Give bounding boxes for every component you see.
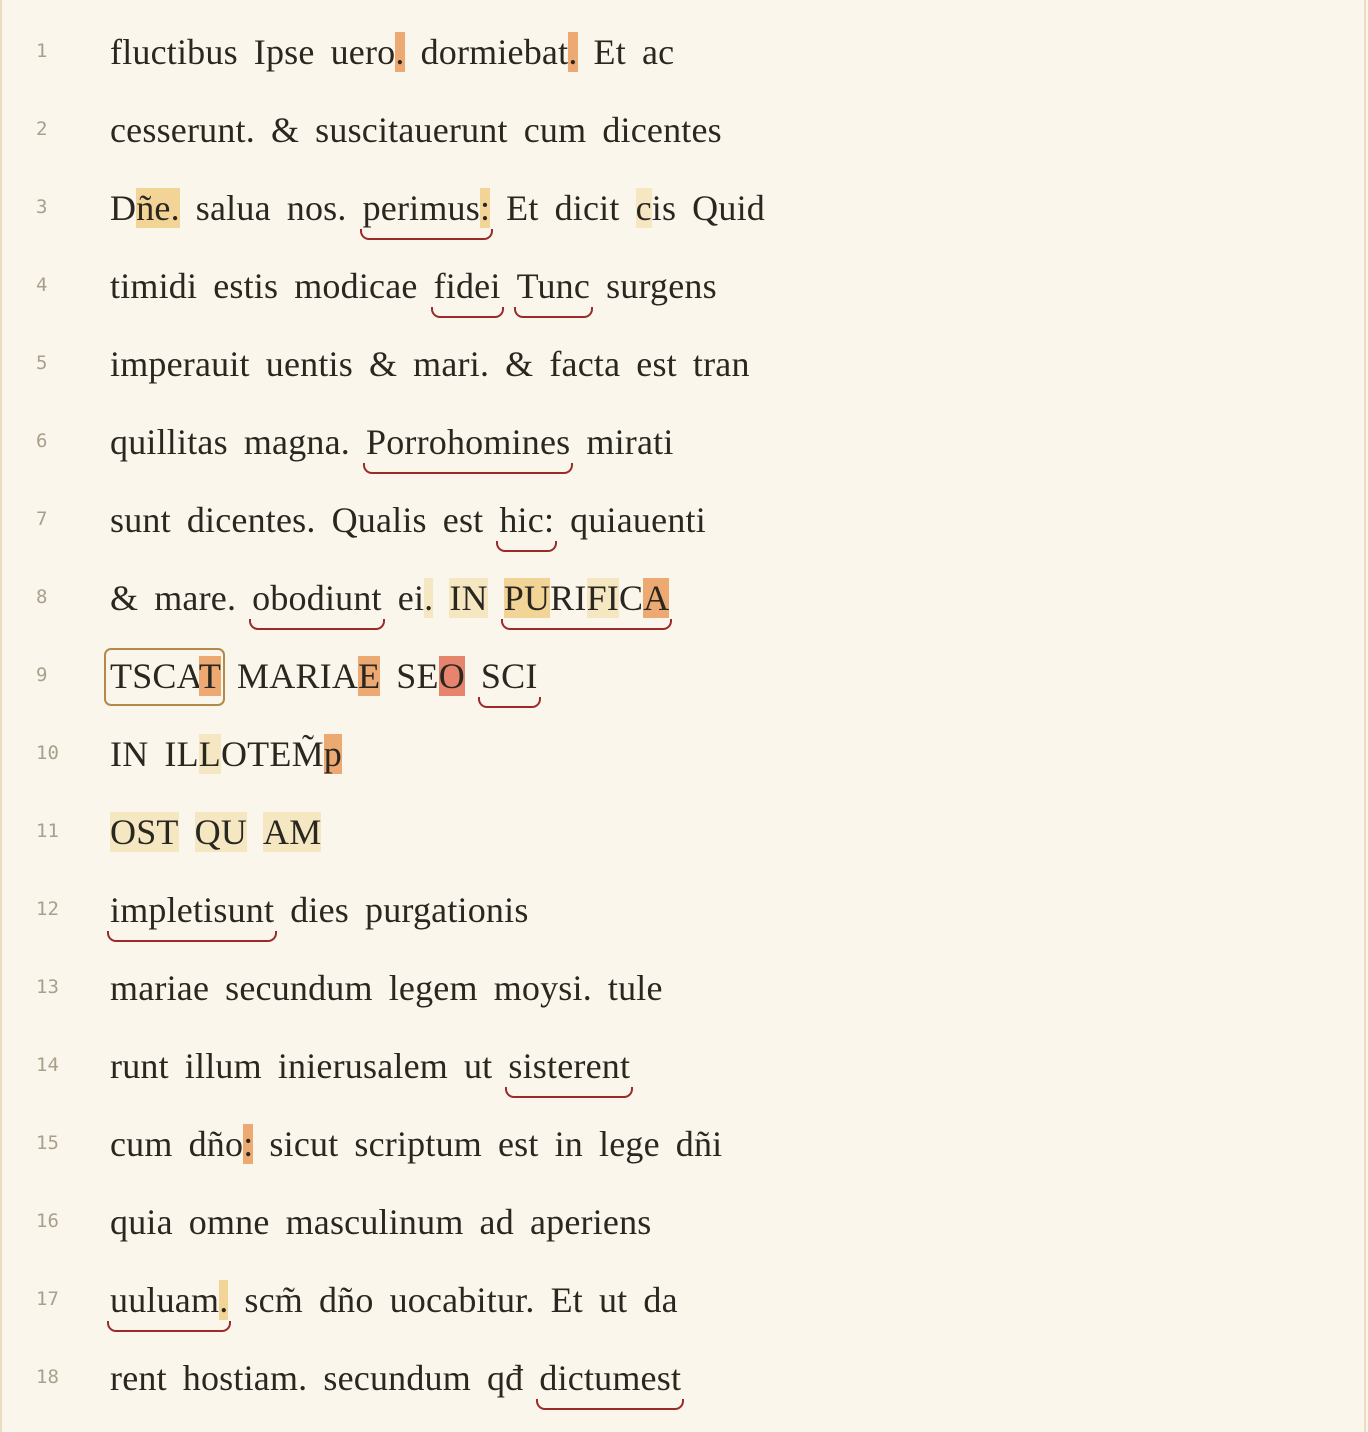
word-part: ut (463, 1046, 493, 1086)
word[interactable] (606, 262, 717, 310)
word[interactable] (636, 184, 677, 232)
word[interactable] (487, 1354, 523, 1402)
highlighted-glyph: IN (449, 578, 488, 618)
line-text (110, 1198, 651, 1246)
word[interactable] (586, 418, 673, 466)
word[interactable] (110, 730, 148, 778)
word-part: mari. (413, 344, 490, 384)
word[interactable] (505, 340, 533, 388)
word-part: & (368, 344, 398, 384)
word-part: quia (110, 1202, 173, 1242)
word-part: tule (607, 968, 663, 1008)
word[interactable] (498, 1120, 539, 1168)
word-part: hic: (499, 500, 555, 540)
highlighted-glyph: E (358, 656, 381, 696)
word[interactable] (365, 886, 529, 934)
word[interactable] (287, 184, 347, 232)
word-part: magna. (243, 422, 350, 462)
word[interactable] (323, 1354, 471, 1402)
word-part: dñi (675, 1124, 723, 1164)
word-part: & (270, 110, 300, 150)
word-part: qđ (486, 1358, 524, 1398)
word[interactable] (189, 1198, 270, 1246)
word[interactable] (294, 262, 417, 310)
word[interactable] (354, 1120, 482, 1168)
word[interactable] (110, 28, 238, 76)
word-part: dies (290, 890, 349, 930)
word-part: da (643, 1280, 678, 1320)
line-number: 12 (36, 898, 59, 920)
highlighted-glyph: L (198, 734, 221, 774)
word[interactable] (413, 340, 489, 388)
word-part: sunt (110, 500, 171, 540)
word-part: SE (396, 656, 439, 696)
word[interactable] (110, 340, 250, 388)
word[interactable] (110, 964, 209, 1012)
word[interactable] (555, 184, 620, 232)
word[interactable] (110, 262, 197, 310)
word-part: timidi (110, 266, 198, 306)
line-number: 18 (36, 1366, 59, 1388)
word-part: sicut (269, 1124, 339, 1164)
word-part: suscitauerunt (315, 110, 508, 150)
word[interactable] (263, 808, 321, 856)
line-text (110, 964, 663, 1012)
word[interactable] (551, 1276, 583, 1324)
word[interactable] (608, 964, 663, 1012)
line-text (110, 730, 342, 778)
word-part: est (442, 500, 484, 540)
line-text (110, 106, 722, 154)
word-part: moysi. (493, 968, 592, 1008)
word-part: salua (195, 188, 271, 228)
transcript-line (0, 480, 1368, 558)
word-part: surgens (606, 266, 717, 306)
word[interactable] (390, 1276, 535, 1324)
line-text (110, 262, 717, 310)
line-text (110, 574, 669, 622)
word[interactable] (570, 496, 706, 544)
transcript-line (0, 948, 1368, 1026)
word[interactable] (319, 1276, 374, 1324)
word[interactable] (183, 1354, 308, 1402)
word-part: RI (550, 578, 587, 618)
line-number: 2 (36, 118, 48, 140)
word[interactable] (271, 106, 299, 154)
word[interactable] (443, 496, 484, 544)
underlined-word[interactable] (363, 184, 491, 232)
line-number: 16 (36, 1210, 59, 1232)
word-part: uentis (265, 344, 353, 384)
transcript-line (0, 246, 1368, 324)
word[interactable] (331, 28, 405, 76)
highlighted-glyph: O (438, 656, 465, 696)
word-part: cesserunt. (110, 110, 255, 150)
line-number: 10 (36, 742, 59, 764)
line-number: 3 (36, 196, 48, 218)
underlined-word[interactable] (504, 574, 670, 622)
word[interactable] (237, 652, 380, 700)
word-part: nos. (286, 188, 347, 228)
underlined-word[interactable] (110, 1276, 228, 1324)
line-number: 11 (36, 820, 59, 842)
word-part: illum (184, 1046, 262, 1086)
word-part: IL (164, 734, 199, 774)
word[interactable] (332, 496, 427, 544)
word[interactable] (643, 1276, 677, 1324)
word[interactable] (187, 496, 316, 544)
transcript-line (0, 558, 1368, 636)
word-part: dño (318, 1280, 374, 1320)
word-part: perimus (362, 188, 480, 228)
word-part: secundum (323, 1358, 471, 1398)
word[interactable] (594, 28, 626, 76)
word[interactable] (110, 1120, 173, 1168)
word[interactable] (154, 574, 236, 622)
word-part: quiauenti (570, 500, 706, 540)
word-part: uero (330, 32, 396, 72)
transcript-line (0, 1338, 1368, 1416)
word[interactable] (599, 1120, 660, 1168)
word-part: facta (549, 344, 621, 384)
line-number: 6 (36, 430, 48, 452)
word[interactable] (110, 1198, 173, 1246)
line-text (110, 1276, 678, 1324)
word-part: rent (110, 1358, 167, 1398)
word[interactable] (506, 184, 538, 232)
word-part: mare. (154, 578, 237, 618)
transcript-line (0, 1260, 1368, 1338)
word[interactable] (464, 1042, 492, 1090)
word[interactable] (602, 106, 722, 154)
line-text (110, 1120, 722, 1168)
word-part: impletisunt (110, 890, 275, 930)
word-part: dormiebat (420, 32, 569, 72)
word[interactable] (110, 106, 255, 154)
highlighted-glyph: . (568, 32, 578, 72)
selected-word[interactable] (110, 652, 221, 700)
word-part: dicit (554, 188, 620, 228)
highlighted-glyph: OST (110, 812, 179, 852)
word-part: Ipse (253, 32, 315, 72)
word[interactable] (196, 184, 271, 232)
highlighted-glyph: . (219, 1280, 229, 1320)
line-text (110, 184, 765, 232)
line-number: 9 (36, 664, 48, 686)
word[interactable] (494, 964, 592, 1012)
word-part: & (505, 344, 534, 384)
word-part: Tunc (516, 266, 591, 306)
transcript-line (0, 1182, 1368, 1260)
word-part: est (498, 1124, 539, 1164)
word-part: ei (397, 578, 425, 618)
word[interactable] (315, 106, 508, 154)
word[interactable] (599, 1276, 627, 1324)
word[interactable] (278, 1042, 448, 1090)
word[interactable] (524, 106, 587, 154)
word-part: dictumest (539, 1358, 682, 1398)
word-part: secundum (225, 968, 373, 1008)
highlighted-glyph: A (643, 578, 670, 618)
line-text (110, 418, 674, 466)
word-part: dño (188, 1124, 244, 1164)
highlighted-glyph: PU (503, 578, 551, 618)
underlined-word[interactable] (366, 418, 570, 466)
word[interactable] (636, 340, 677, 388)
word[interactable] (389, 964, 478, 1012)
word[interactable] (449, 574, 487, 622)
word-part: hostiam. (182, 1358, 308, 1398)
transcript-line (0, 870, 1368, 948)
word-part: uuluam (110, 1280, 220, 1320)
word[interactable] (244, 418, 350, 466)
word[interactable] (110, 1042, 169, 1090)
word[interactable] (369, 340, 397, 388)
word[interactable] (396, 652, 465, 700)
word-part: scriptum (354, 1124, 482, 1164)
transcript-line (0, 324, 1368, 402)
word-part: Qualis (331, 500, 427, 540)
transcript-line (0, 12, 1368, 90)
word[interactable] (676, 1120, 723, 1168)
word[interactable] (213, 262, 278, 310)
word-part: is (651, 188, 677, 228)
highlighted-glyph: . (424, 578, 434, 618)
highlighted-glyph: : (243, 1124, 254, 1164)
word-part: Et (593, 32, 626, 72)
word[interactable] (286, 1198, 464, 1246)
word-part: aperiens (529, 1202, 652, 1242)
word[interactable] (693, 340, 750, 388)
word-part: legem (388, 968, 478, 1008)
underlined-word[interactable] (539, 1354, 681, 1402)
line-text (110, 652, 538, 700)
underlined-word[interactable] (252, 574, 382, 622)
highlighted-glyph: e (154, 188, 171, 228)
highlighted-glyph: : (479, 188, 491, 228)
word-part: omne (188, 1202, 270, 1242)
word-part: & (110, 578, 139, 618)
highlighted-glyph: . (395, 32, 405, 72)
underlined-word[interactable] (110, 886, 274, 934)
word[interactable] (421, 28, 578, 76)
word[interactable] (110, 574, 138, 622)
word-part: quillitas (110, 422, 228, 462)
highlighted-glyph: QU (194, 812, 248, 852)
word[interactable] (692, 184, 765, 232)
word[interactable] (110, 184, 180, 232)
word[interactable] (642, 28, 674, 76)
transcript-line (0, 168, 1368, 246)
word-part: Et (550, 1280, 583, 1320)
word[interactable] (195, 808, 247, 856)
word-part: obodiunt (252, 578, 382, 618)
line-number: 13 (36, 976, 59, 998)
word[interactable] (225, 964, 373, 1012)
line-text (110, 28, 674, 76)
transcript-line (0, 90, 1368, 168)
line-text (110, 1042, 630, 1090)
word-part: Porrohomines (365, 422, 571, 462)
word-part: est (636, 344, 677, 384)
underlined-word[interactable] (517, 262, 591, 310)
word[interactable] (290, 886, 349, 934)
transcript-line (0, 792, 1368, 870)
highlighted-glyph: . (170, 188, 180, 228)
word-part: fidei (433, 266, 501, 306)
word-part: uocabitur. (389, 1280, 535, 1320)
word-part: modicae (294, 266, 418, 306)
line-number: 15 (36, 1132, 59, 1154)
word-part: imperauit (110, 344, 250, 384)
word-part: dicentes. (186, 500, 316, 540)
highlighted-glyph: T (198, 656, 222, 696)
word-part: purgationis (365, 890, 529, 930)
word-part: masculinum (285, 1202, 464, 1242)
word-part: Et (506, 188, 539, 228)
word-part: D (110, 188, 137, 228)
line-number: 5 (36, 352, 48, 374)
word-part: cum (110, 1124, 173, 1164)
word-part: sisterent (508, 1046, 631, 1086)
highlighted-glyph: c (635, 188, 652, 228)
line-text (110, 886, 529, 934)
transcription-panel (0, 12, 1368, 1416)
line-number: 8 (36, 586, 48, 608)
underlined-word[interactable] (499, 496, 554, 544)
line-number: 1 (36, 40, 48, 62)
word[interactable] (530, 1198, 652, 1246)
word-part: inierusalem (277, 1046, 448, 1086)
word-part: mariae (110, 968, 210, 1008)
word-part: SCI (480, 656, 538, 696)
word-part: ad (479, 1202, 514, 1242)
word[interactable] (189, 1120, 254, 1168)
word-part: scm̃ (244, 1280, 303, 1320)
highlighted-glyph: ñ (136, 188, 155, 228)
word[interactable] (110, 808, 179, 856)
highlighted-glyph: FI (586, 578, 619, 618)
highlighted-glyph: p (323, 734, 342, 774)
word-part: Quid (692, 188, 765, 228)
word[interactable] (185, 1042, 262, 1090)
line-text (110, 808, 321, 856)
underlined-word[interactable] (434, 262, 501, 310)
underlined-word[interactable] (481, 652, 538, 700)
word-part: OTEM̃ (220, 734, 324, 774)
underlined-word[interactable] (508, 1042, 630, 1090)
word[interactable] (480, 1198, 514, 1246)
word-part: runt (110, 1046, 169, 1086)
word[interactable] (110, 418, 228, 466)
word[interactable] (244, 1276, 303, 1324)
transcript-line (0, 1026, 1368, 1104)
line-text (110, 496, 706, 544)
line-text (110, 340, 750, 388)
line-number: 7 (36, 508, 48, 530)
word-part: fluctibus (110, 32, 238, 72)
word[interactable] (164, 730, 342, 778)
word[interactable] (269, 1120, 338, 1168)
transcript-line (0, 1104, 1368, 1182)
line-number: 17 (36, 1288, 59, 1310)
line-number: 14 (36, 1054, 59, 1076)
word-part: MARIA (237, 656, 359, 696)
highlighted-glyph: AM (263, 812, 322, 852)
word[interactable] (555, 1120, 583, 1168)
word-part: TSCA (110, 656, 199, 696)
word-part: in (554, 1124, 583, 1164)
word-part: C (619, 578, 644, 618)
word-part: estis (213, 266, 279, 306)
word-part: ut (598, 1280, 628, 1320)
word-part: IN (110, 734, 149, 774)
transcript-line (0, 402, 1368, 480)
word-part: lege (599, 1124, 660, 1164)
word-part: cum (523, 110, 587, 150)
word[interactable] (398, 574, 434, 622)
word-part: tran (692, 344, 750, 384)
word-part: dicentes (602, 110, 722, 150)
line-number: 4 (36, 274, 48, 296)
word[interactable] (110, 1354, 167, 1402)
word-part: mirati (586, 422, 674, 462)
word[interactable] (549, 340, 620, 388)
transcript-line (0, 714, 1368, 792)
word-part: ac (641, 32, 675, 72)
word[interactable] (110, 496, 171, 544)
transcript-line (0, 636, 1368, 714)
line-text (110, 1354, 681, 1402)
word[interactable] (266, 340, 353, 388)
word[interactable] (254, 28, 315, 76)
